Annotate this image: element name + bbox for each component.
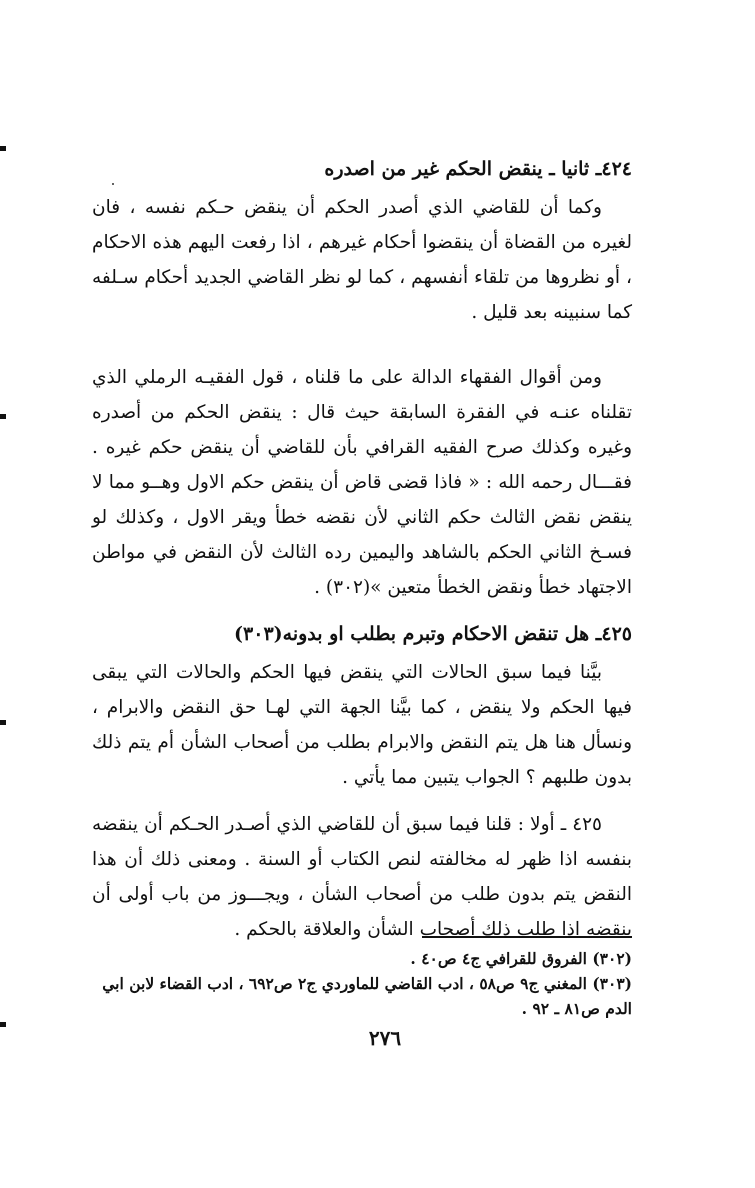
section-425-heading: ٤٢٥ـ هل تنقض الاحكام وتبرم بطلب او بدونه(٣٠٣)	[234, 623, 632, 645]
margin-mark	[0, 720, 6, 725]
margin-mark	[0, 414, 6, 419]
main-text-column	[92, 152, 632, 947]
section-425-paragraph-1: بيَّنا فيما سبق الحالات التي ينقض فيها الحكم والحالات التي يبقى فيها الحكم ولا ينقض ، كما بيَّنا الجهة التي لهـا حق النقض والابرام ، ونسأل هنا هل يتم النقض والابرام بطلب من أصحاب الشأن أم يتم ذلك بدون طلبهم ؟ الجواب يتبين مما يأتي .	[92, 662, 632, 788]
margin-mark	[0, 1022, 6, 1027]
footnote-separator	[422, 936, 632, 938]
section-425-paragraph-2: ٤٢٥ ـ أولا : قلنا فيما سبق أن للقاضي الذي أصـدر الحـكم أن ينقضه بنفسه اذا ظهر له مخالفته لنص الكتاب أو السنة . ومعنى ذلك أن هذا النقض يتم بدون طلب من أصحاب الشأن ، ويجـــوز من باب أولى أن ينقضه اذا طلب ذلك أصحاب الشأن والعلاقة بالحكم .	[92, 814, 632, 940]
footnotes	[96, 946, 632, 1021]
section-424-paragraph-2: ومن أقوال الفقهاء الدالة على ما قلناه ، قول الفقيـه الرملي الذي تقلناه عنـه في الفقرة السابقة حيث قال : ينقض الحكم من أصدره وغيره وكذلك صرح الفقيه القرافي بأن للقاضي أن ينقض حكم غيره . فقـــال رحمه الله : « فاذا قضى قاض أن ينقض حكم الاول وهــو مما لا ينقض نقض الثالث حكم الثاني لأن نقضه خطأ ويقر الاول ، وكذلك لو فسـخ الثاني الحكم بالشاهد واليمين رده الثالث لأن النقض في مواطن الاجتهاد خطأ ونقض الخطأ متعين »(٣٠٢) .	[92, 367, 632, 598]
margin-mark	[0, 146, 6, 151]
footnote-303: (٣٠٣) المغني ج٩ ص٥٨ ، ادب القاضي للماوردي ج٢ ص٦٩٢ ، ادب القضاء لابن ابي الدم ص٨١ ـ ٩٢ .	[102, 974, 632, 1018]
footnote-302: (٣٠٢) الفروق للقرافي ج٤ ص٤٠ .	[410, 949, 632, 968]
page-number: ٢٧٦	[368, 1026, 402, 1050]
section-424-paragraph-1: وكما أن للقاضي الذي أصدر الحكم أن ينقض حـكم نفسه ، فان لغيره من القضاة أن ينقضوا أحكام غيرهم ، اذا رفعت اليهم هذه الاحكام ، أو نظروها من تلقاء أنفسهم ، كما لو نظر القاضي الجديد أحكام سـلفه كما سنبينه بعد قليل .	[92, 197, 632, 323]
section-424-heading: ٤٢٤ـ ثانيا ـ ينقض الحكم غير من اصدره	[324, 158, 632, 180]
